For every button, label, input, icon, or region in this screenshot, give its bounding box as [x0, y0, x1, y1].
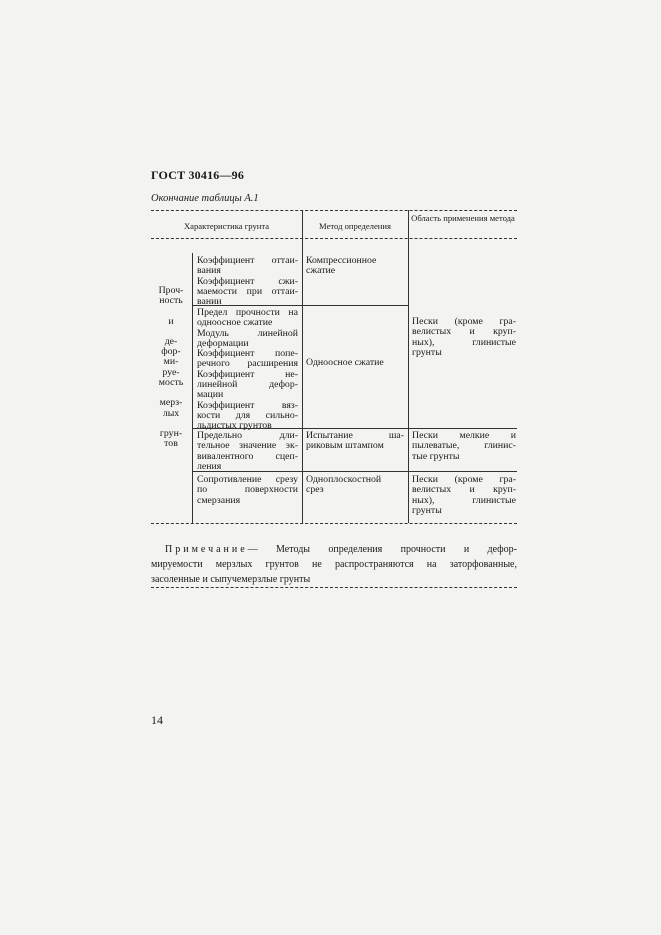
table-top-rule — [151, 210, 517, 211]
row-2-method — [306, 358, 404, 368]
text-line: Коэффициент вяз- — [197, 399, 298, 411]
note-line: мируемости мерзлых грунтов не распространяются на заторфованные, — [151, 559, 517, 570]
text-line: линейной дефор- — [197, 379, 298, 391]
row-4-area — [412, 475, 516, 516]
table-bottom-rule — [151, 523, 517, 524]
group-label-line: ми- — [163, 356, 179, 368]
text-line: маемости при оттаи- — [197, 285, 298, 297]
group-label — [155, 286, 187, 450]
note-text: — Методы определения прочности и дефор- — [247, 544, 517, 555]
row-2-characteristic — [197, 308, 298, 432]
text-line: Предельно дли- — [197, 430, 298, 441]
text-line: риковым штампом — [306, 440, 384, 452]
text-line: смерзания — [197, 494, 241, 506]
page-number: 14 — [151, 713, 163, 727]
text-line: ления — [197, 460, 222, 472]
text-line: Одноплоскостной — [306, 474, 382, 485]
text-line: Компрессионное — [306, 255, 377, 266]
text-line: велистых и круп- — [412, 326, 516, 338]
note-line: засоленные и сыпучемерзлые грунты — [151, 574, 311, 585]
group-label-line: фор- — [161, 346, 181, 358]
row-4-method — [306, 475, 404, 496]
document-id: ГОСТ 30416—96 — [151, 168, 245, 182]
text-line: тые грунты — [412, 450, 460, 462]
column-header-method: Метод определения — [319, 221, 391, 231]
text-line: грунты — [412, 504, 442, 516]
group-label-line: грун- — [159, 427, 183, 439]
table-caption: Окончание таблицы А.1 — [151, 193, 259, 204]
area-header-line: Область применения метода — [411, 213, 515, 223]
text-line: Коэффициент попе- — [197, 348, 298, 360]
text-line: Пески (кроме гра- — [412, 474, 516, 485]
text-line: Коэффициент сжи- — [197, 275, 298, 287]
group-label-line: руе- — [162, 366, 180, 378]
group-label-line: Проч- — [158, 285, 184, 296]
note-line — [151, 542, 517, 557]
text-line: сжатие — [306, 265, 336, 277]
note-bottom-rule — [151, 587, 517, 588]
group-label-line: тов — [164, 438, 178, 450]
text-line: Коэффициент не- — [197, 368, 298, 380]
text-line: кости для сильно- — [197, 409, 298, 421]
text-line: одноосное сжатие — [197, 317, 273, 329]
text-line: Испытание ша- — [306, 430, 404, 441]
text-line: льдистых грунтов — [197, 420, 272, 432]
col-divider-1 — [302, 210, 303, 523]
group-divider — [192, 253, 193, 523]
row-3-method — [306, 431, 404, 452]
group-label-line: мость — [158, 377, 184, 389]
row-1-method — [306, 256, 404, 277]
text-line: деформации — [197, 337, 249, 349]
text-line: Пески мелкие и — [412, 430, 516, 441]
text-line: пылеватые, глинис- — [412, 440, 516, 452]
text-line: ных), глинистые — [412, 336, 516, 348]
text-line: Пески (кроме гра- — [412, 316, 516, 327]
text-line: Предел прочности на — [197, 307, 298, 318]
text-line: вания — [197, 265, 221, 277]
text-line: речного расширения — [197, 358, 298, 370]
rows-1-2-area — [412, 317, 516, 358]
group-label-line: мерз- — [159, 397, 183, 409]
table-note — [151, 542, 517, 587]
text-line: Модуль линейной — [197, 327, 298, 339]
group-label-line: лых — [162, 407, 180, 419]
text-line: вании — [197, 296, 222, 308]
text-line: по поверхности — [197, 484, 298, 496]
group-label-line: де- — [164, 335, 178, 347]
text-line: срез — [306, 484, 324, 496]
note-label: Примечание — [165, 544, 248, 555]
text-line: грунты — [412, 346, 442, 358]
row-3-area — [412, 431, 516, 462]
table-header-rule — [151, 238, 517, 239]
text-line: вивалентного сцеп- — [197, 450, 298, 462]
text-line: мации — [197, 389, 224, 401]
row-1-characteristic — [197, 256, 298, 307]
text-line: Коэффициент оттаи- — [197, 255, 298, 266]
text-line: Сопротивление срезу — [197, 474, 298, 485]
row-4-characteristic — [197, 475, 298, 506]
col-divider-2 — [408, 210, 409, 523]
column-header-characteristic: Характеристика грунта — [183, 221, 270, 231]
row-3-characteristic — [197, 431, 298, 472]
text-line: велистых и круп- — [412, 484, 516, 496]
group-label-line: ность — [159, 295, 183, 307]
column-header-area — [410, 213, 516, 224]
text-line: Одноосное сжатие — [306, 357, 384, 368]
text-line: ных), глинистые — [412, 494, 516, 506]
group-label-line: и — [168, 315, 174, 327]
text-line: тельное значение эк- — [197, 440, 298, 452]
